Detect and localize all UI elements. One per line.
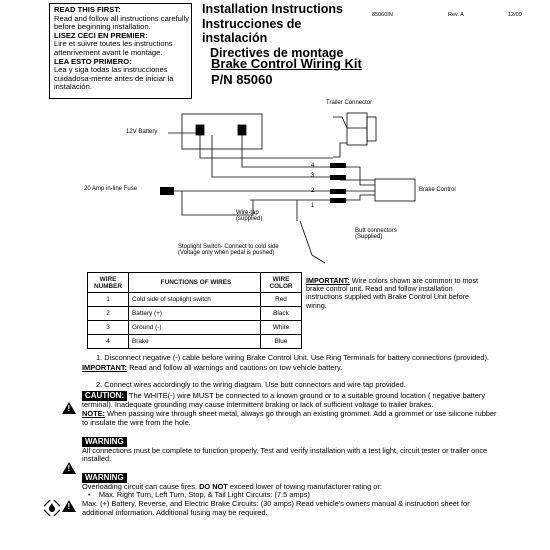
title-french: Directives de montage — [210, 45, 344, 60]
lisez-heading: LISEZ CECI EN PREMIER: — [54, 30, 148, 40]
battery-outline — [182, 114, 262, 149]
stoplight-switch-label: Stoplight Switch- Connect to cold side (Voltage only when pedal is pushed) — [178, 244, 279, 256]
table-cell: Battery (+) — [129, 307, 261, 321]
wire-4-label: 4 — [311, 163, 315, 169]
instruction-steps — [82, 354, 502, 517]
part-number: P/N 85060 — [211, 72, 273, 87]
table-header: WIRE NUMBER — [88, 273, 129, 293]
lea-text: Lea y siga todas las instrucciones cuidadosa-mente antes de iniciar la instalación. — [54, 65, 174, 92]
kit-title — [211, 56, 362, 88]
warning-label: WARNING — [82, 437, 127, 447]
table-cell: White — [261, 321, 302, 335]
warning-triangle-icon: ! — [62, 500, 76, 512]
battery-terminal-positive — [238, 125, 246, 135]
inline-fuse — [160, 187, 174, 195]
lisez-text: Lire et suivre toutes les instructions attenrivement avant le montage. — [54, 39, 173, 57]
title-english: Installation Instructions — [202, 2, 343, 16]
wire-tap-label: Wire-tap (supplied) — [236, 210, 263, 222]
caution-triangle-icon: ! — [62, 402, 76, 414]
battery-terminal-negative — [196, 125, 204, 135]
wire-2-label: 2 — [311, 188, 315, 194]
table-cell: Red — [261, 293, 302, 307]
read-first-box — [49, 3, 192, 99]
table-cell: Black — [261, 307, 302, 321]
important-text: Wire colors shown are common to most brake control unit. Read and follow installation instructions supplied with Brake Control Unit before wiring. — [306, 276, 479, 310]
caution-label: CAUTION: — [82, 391, 127, 401]
table-cell: Cold side of stoplight switch — [129, 293, 261, 307]
table-cell: Ground (-) — [129, 321, 261, 335]
brake-control-box — [375, 179, 415, 201]
battery-label: 12V Battery — [126, 129, 158, 135]
kit-name: Brake Control Wiring Kit — [211, 56, 362, 71]
wire-1-label: 1 — [311, 203, 315, 209]
table-header: WIRE COLOR — [261, 273, 302, 293]
table-cell: 3 — [88, 321, 129, 335]
bullet-icon: • — [88, 490, 91, 500]
warning-2-text-a: Overloading circuit can cause fires. — [82, 481, 200, 491]
table-row — [88, 293, 302, 307]
bullet-text: Max. Right Turn, Left Turn, Stop, & Tail Light Circuits: (7.5 amps) — [98, 490, 310, 500]
doc-date: 12/09 — [508, 12, 522, 18]
final-note: Max. (+) Battery, Reverse, and Electric Brake Circuits: (30 amps) Read vehicle's owners manual & instruction sheet for additional information. Additional fusing may be required. — [82, 498, 470, 517]
table-row — [88, 321, 302, 335]
table-row — [88, 307, 302, 321]
lea-heading: LEA ESTO PRIMERO: — [54, 56, 132, 66]
read-first-heading: READ THIS FIRST: — [54, 5, 121, 14]
wiring-diagram — [0, 95, 550, 265]
note-label: NOTE: — [82, 409, 105, 419]
table-header-row — [88, 273, 302, 293]
trailer-connector-label: Trailer Connector — [326, 100, 373, 106]
warning-2-text-b: exceed lower of towing manufacturer rating or: — [227, 481, 382, 491]
important-battery-text: Read and follow all warnings and cautions on tow vehicle battery. — [127, 362, 343, 372]
wire-color-note — [306, 277, 484, 310]
warning-label: WARNING — [82, 473, 127, 483]
fire-hazard-icon — [44, 500, 60, 516]
step-2: 2. Connect wires accordingly to the wiring diagram. Use butt connectors and wire tap provided. — [96, 380, 406, 390]
butt-connector — [330, 175, 346, 180]
table-cell: 4 — [88, 335, 129, 349]
butt-connector — [330, 198, 346, 203]
title-spanish: Instrucciones de instalación — [202, 16, 302, 45]
revision: Rev. A — [448, 12, 464, 18]
butt-connectors-label: Butt connectors (Supplied) — [355, 228, 397, 240]
fuse-label: 20 Amp in-line Fuse — [84, 186, 138, 192]
important-label: IMPORTANT: — [306, 276, 350, 285]
title-block — [202, 2, 362, 60]
step-1: 1. Disconnect negative (-) cable before wiring Brake Control Unit. Use Ring Terminals for battery connections (provided). — [96, 353, 489, 362]
table-cell: Blue — [261, 335, 302, 349]
trailer-connector — [347, 113, 367, 145]
read-first-text: Read and follow all instructions carefully before beginning installation. — [54, 13, 190, 32]
brake-control-label: Brake Control — [419, 187, 456, 193]
table-header: FUNCTIONS OF WIRES — [129, 273, 261, 293]
note-text: When passing wire through sheet metal, always go through an existing grommet. Add a grommet or use silicone rubber to insulate the wire from the hole. — [82, 409, 497, 427]
butt-connector — [330, 163, 346, 168]
important-label: IMPORTANT: — [82, 362, 128, 372]
caution-text: The WHITE(-) wire MUST be connected to a known ground or to a suitable ground location ( negative battery terminal). Inadequate grounding may cause intermittent braking or lack of sufficient voltage to trailer brakes. — [82, 390, 486, 409]
table-cell: 1 — [88, 293, 129, 307]
warning-2-bold: DO NOT — [199, 481, 228, 491]
doc-number: 85060IN — [372, 12, 393, 18]
warning-1-text: All connections must be complete to function properly. Test and verify installation with a test light, circuit tester or trailer once installed. — [82, 445, 488, 464]
table-cell: Brake — [129, 335, 261, 349]
warning-triangle-icon: ! — [62, 462, 76, 474]
wire-3-label: 3 — [311, 173, 315, 179]
table-row — [88, 335, 302, 349]
table-cell: 2 — [88, 307, 129, 321]
butt-connector — [330, 189, 346, 194]
wire-table — [87, 272, 302, 349]
